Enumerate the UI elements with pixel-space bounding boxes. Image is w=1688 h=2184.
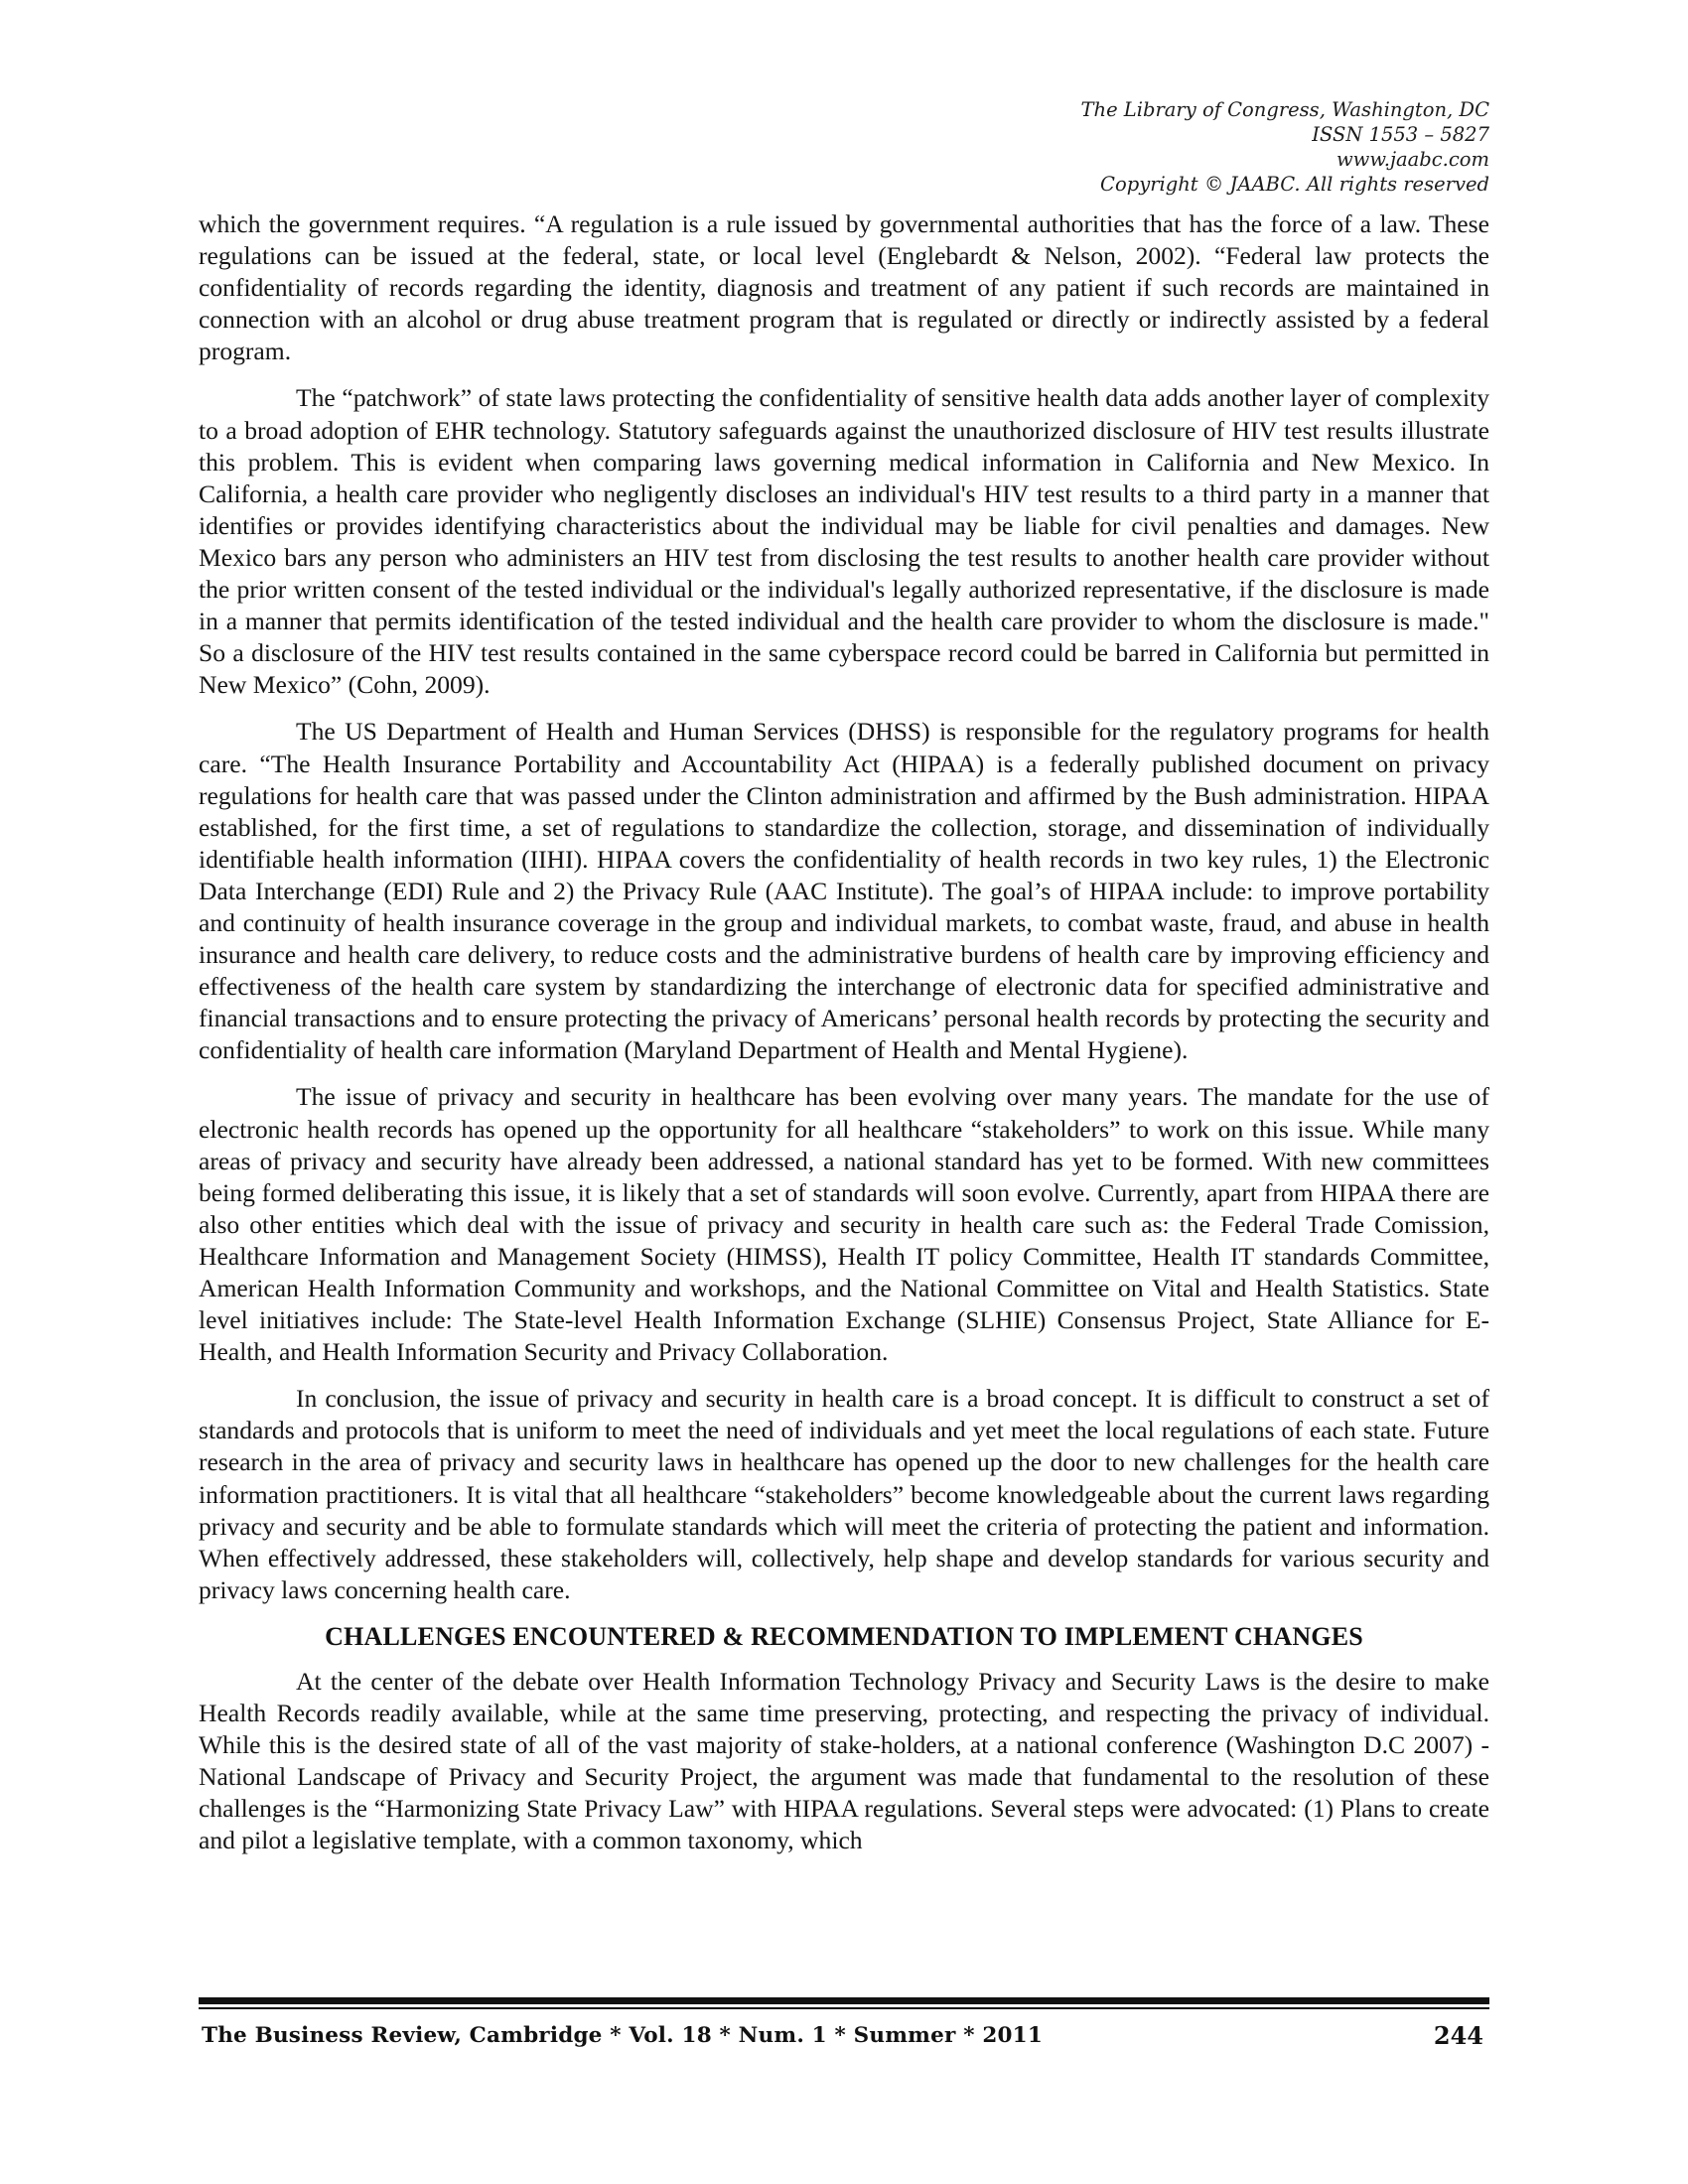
- header-line-issn: ISSN 1553 – 5827: [1312, 123, 1489, 146]
- paragraph-dhss-hipaa: The US Department of Health and Human Services (DHSS) is responsible for the regulatory programs for health care. “The Health Insurance Portability and Accountability Act (HIPAA) is a federally published document on privacy regulations for health care that was passed under the Clinton administration and affirmed by the Bush administration. HIPAA established, for the first time, a set of regulations to standardize the collection, storage, and dissemination of individually identifiable health information (IIHI). HIPAA covers the confidentiality of health records in two key rules, 1) the Electronic Data Interchange (EDI) Rule and 2) the Privacy Rule (AAC Institute). The goal’s of HIPAA include: to improve portability and continuity of health insurance coverage in the group and individual markets, to combat waste, fraud, and abuse in health insurance and health care delivery, to reduce costs and the administrative burdens of health care by improving efficiency and effectiveness of the health care system by standardizing the interchange of electronic data for specified administrative and financial transactions and to ensure protecting the privacy of Americans’ personal health records by protecting the security and confidentiality of health care information (Maryland Department of Health and Mental Hygiene).: [199, 717, 1489, 1065]
- article-body: [199, 208, 1489, 1872]
- paragraph-challenges: At the center of the debate over Health Information Technology Privacy and Security Laws is the desire to make Health Records readily available, while at the same time preserving, protecting, and respecting the privacy of individual. While this is the desired state of all of the vast majority of stake-holders, at a national conference (Washington D.C 2007) - National Landscape of Privacy and Security Project, the argument was made that fundamental to the resolution of these challenges is the “Harmonizing State Privacy Law” with HIPAA regulations. Several steps were advocated: (1) Plans to create and pilot a legislative template, with a common taxonomy, which: [199, 1666, 1489, 1855]
- header-line-website: www.jaabc.com: [1336, 148, 1489, 171]
- journal-header: [933, 97, 1489, 197]
- paragraph-continued: which the government requires. “A regulation is a rule issued by governmental authorities that has the force of a law. These regulations can be issued at the federal, state, or local level (Englebardt & Nelson, 2002). “Federal law protects the confidentiality of records regarding the identity, diagnosis and treatment of any patient if such records are maintained in connection with an alcohol or drug abuse treatment program that is regulated or directly or indirectly assisted by a federal program.: [199, 209, 1489, 366]
- page-number: 244: [1433, 2021, 1483, 2050]
- paragraph-patchwork: The “patchwork” of state laws protecting the confidentiality of sensitive health data adds another layer of complexity to a broad adoption of EHR technology. Statutory safeguards against the unauthorized disclosure of HIV test results illustrate this problem. This is evident when comparing laws governing medical information in California and New Mexico. In California, a health care provider who negligently discloses an individual's HIV test results to a third party in a manner that identifies or provides identifying characteristics about the individual may be liable for civil penalties and damages. New Mexico bars any person who administers an HIV test from disclosing the test results to another health care provider without the prior written consent of the tested individual or the individual's legally authorized representative, if the disclosure is made in a manner that permits identification of the tested individual and the health care provider to whom the disclosure is made." So a disclosure of the HIV test results contained in the same cyberspace record could be barred in California but permitted in New Mexico” (Cohn, 2009).: [199, 383, 1489, 700]
- paragraph-conclusion: In conclusion, the issue of privacy and security in health care is a broad concept. It is difficult to construct a set of standards and protocols that is uniform to meet the need of individuals and yet meet the local regulations of each state. Future research in the area of privacy and security laws in healthcare has opened up the door to new challenges for the health care information practitioners. It is vital that all healthcare “stakeholders” become knowledgeable about the current laws regarding privacy and security and be able to formulate standards which will meet the criteria of protecting the patient and information. When effectively addressed, these stakeholders will, collectively, help shape and develop standards for various security and privacy laws concerning health care.: [199, 1384, 1489, 1604]
- footer-rule-thick: [199, 1997, 1489, 2004]
- header-line-library: The Library of Congress, Washington, DC: [1080, 98, 1489, 121]
- page-footer: [199, 2019, 1489, 2055]
- header-line-copyright: Copyright © JAABC. All rights reserved: [1100, 173, 1489, 196]
- footer-rule-thin: [199, 2007, 1489, 2009]
- paragraph-privacy-security: The issue of privacy and security in healthcare has been evolving over many years. The mandate for the use of electronic health records has opened up the opportunity for all healthcare “stakeholders” to work on this issue. While many areas of privacy and security have already been addressed, a national standard has yet to be formed. With new committees being formed deliberating this issue, it is likely that a set of standards will soon evolve. Currently, apart from HIPAA there are also other entities which deal with the issue of privacy and security in health care such as: the Federal Trade Comission, Healthcare Information and Management Society (HIMSS), Health IT policy Committee, Health IT standards Committee, American Health Information Community and workshops, and the National Committee on Vital and Health Statistics. State level initiatives include: The State-level Health Information Exchange (SLHIE) Consensus Project, State Alliance for E-Health, and Health Information Security and Privacy Collaboration.: [199, 1082, 1489, 1367]
- footer-journal-title: The Business Review, Cambridge * Vol. 18 * Num. 1 * Summer * 2011: [202, 2023, 1043, 2048]
- section-heading: CHALLENGES ENCOUNTERED & RECOMMENDATION TO IMPLEMENT CHANGES: [325, 1621, 1363, 1651]
